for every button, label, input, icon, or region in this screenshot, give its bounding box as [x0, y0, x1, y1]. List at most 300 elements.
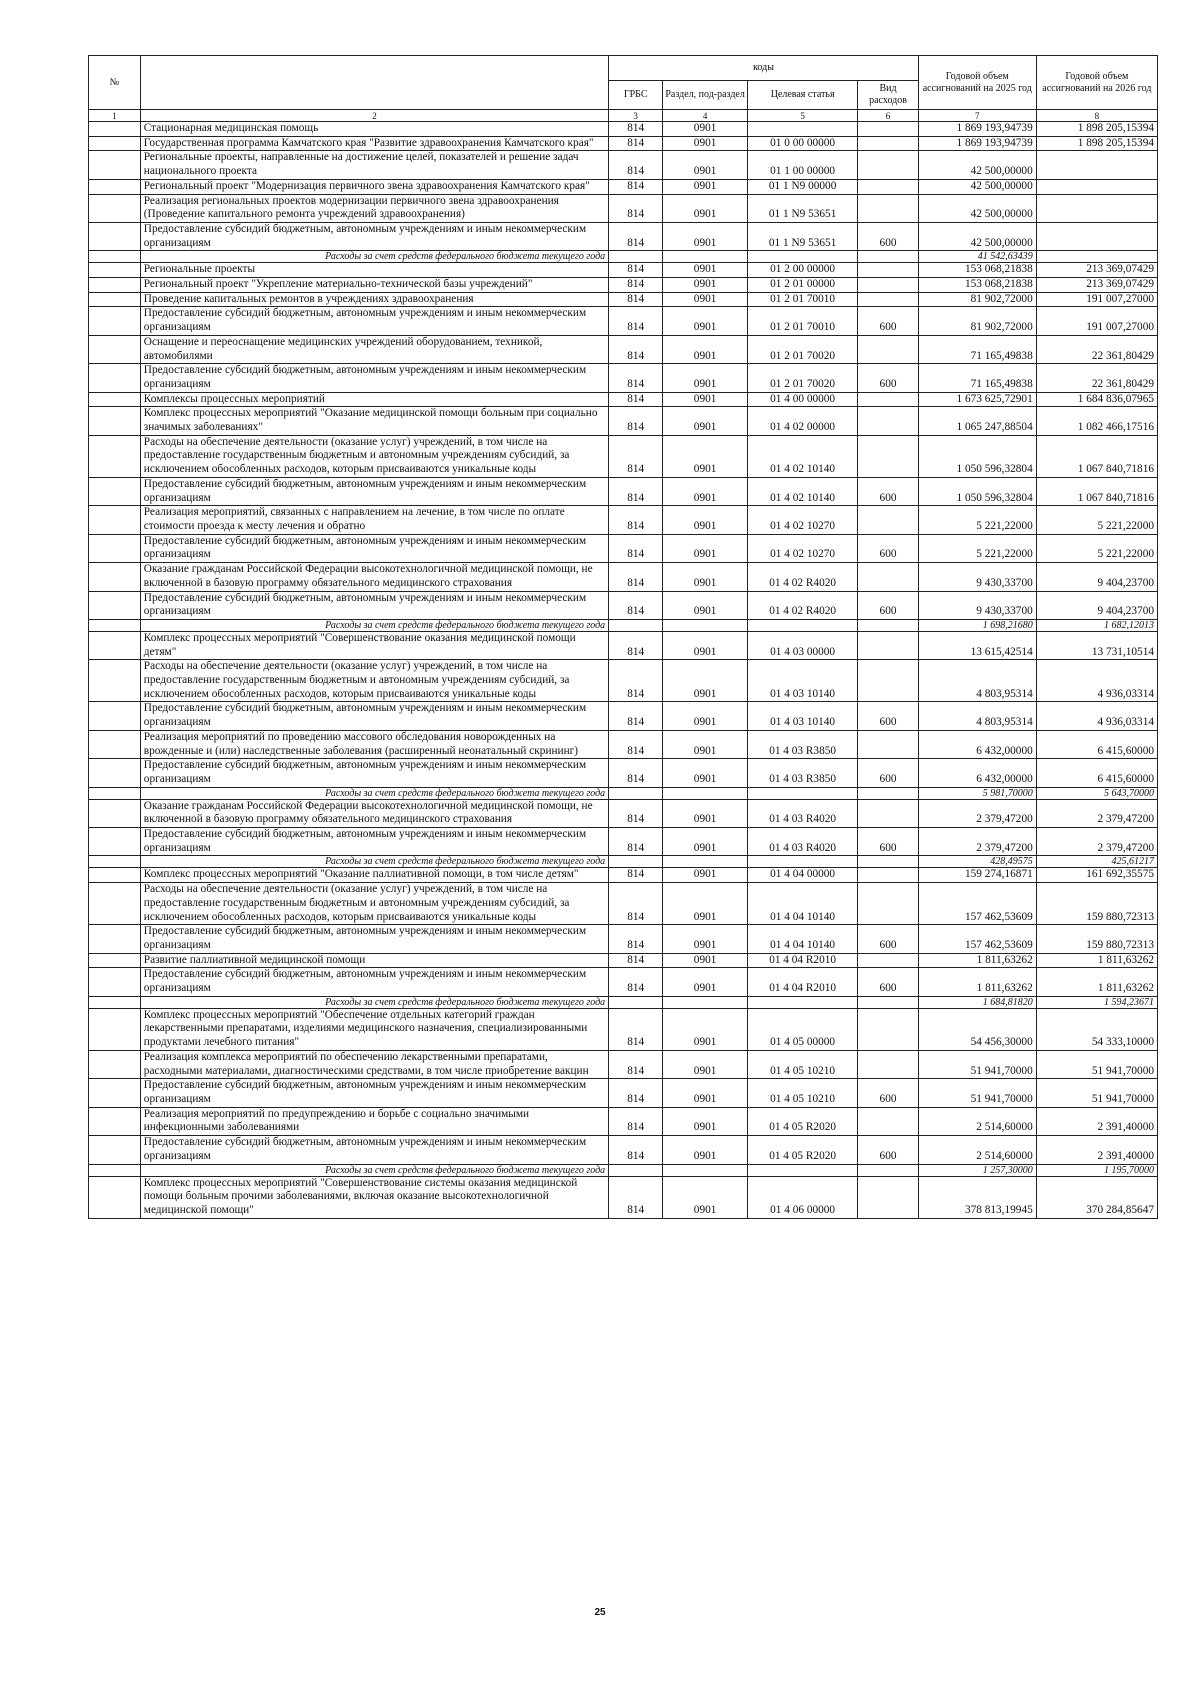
row-name: Комплекс процессных мероприятий "Обеспечение отдельных категорий граждан лекарственными препаратами, изделиями медицинского назначения, специализированными продуктами лечебного питания" [140, 1008, 608, 1050]
row-target: 01 1 N9 53651 [748, 222, 858, 250]
row-name: Региональные проекты [140, 263, 608, 278]
row-volume-2026 [1036, 194, 1157, 222]
row-section: 0901 [663, 136, 748, 151]
row-section: 0901 [663, 151, 748, 179]
table-row [89, 1079, 1158, 1107]
row-section: 0901 [663, 631, 748, 659]
row-number-cell [89, 1079, 141, 1107]
row-volume-2025: 4 803,95314 [918, 660, 1036, 702]
row-name: Предоставление субсидий бюджетным, автономным учреждениям и иным некоммерческим организациям [140, 968, 608, 996]
table-row [89, 263, 1158, 278]
row-target [748, 251, 858, 263]
row-name: Предоставление субсидий бюджетным, автономным учреждениям и иным некоммерческим организациям [140, 702, 608, 730]
row-expense-type [858, 151, 919, 179]
row-name: Реализация мероприятий, связанных с направлением на лечение, в том числе по оплате стоимости проезда к месту лечения и обратно [140, 506, 608, 534]
row-expense-type [858, 251, 919, 263]
row-name: Комплекс процессных мероприятий "Оказание медицинской помощи больным при социально значимых заболеваниях" [140, 407, 608, 435]
row-name: Оказание гражданам Российской Федерации высокотехнологичной медицинской помощи, не включенной в базовую программу обязательного медицинского страхования [140, 563, 608, 591]
table-row [89, 407, 1158, 435]
table-row [89, 278, 1158, 293]
row-volume-2025: 5 981,70000 [918, 787, 1036, 799]
header-codes: коды [609, 56, 919, 81]
row-number-cell [89, 251, 141, 263]
row-volume-2026: 5 221,22000 [1036, 534, 1157, 562]
row-section: 0901 [663, 435, 748, 477]
row-volume-2025: 71 165,49838 [918, 364, 1036, 392]
table-row [89, 194, 1158, 222]
row-number-cell [89, 136, 141, 151]
row-expense-type [858, 953, 919, 968]
row-target: 01 2 01 70020 [748, 335, 858, 363]
table-row [89, 435, 1158, 477]
row-grbs: 814 [609, 477, 663, 505]
table-row [89, 925, 1158, 953]
row-grbs: 814 [609, 953, 663, 968]
table-row [89, 1008, 1158, 1050]
row-volume-2026: 1 898 205,15394 [1036, 136, 1157, 151]
row-volume-2025: 81 902,72000 [918, 292, 1036, 307]
row-name: Предоставление субсидий бюджетным, автономным учреждениям и иным некоммерческим организациям [140, 925, 608, 953]
row-volume-2026: 1 898 205,15394 [1036, 122, 1157, 137]
row-volume-2026: 159 880,72313 [1036, 925, 1157, 953]
col-number: 5 [748, 110, 858, 122]
row-name: Расходы за счет средств федерального бюджета текущего года [140, 787, 608, 799]
row-expense-type [858, 1164, 919, 1176]
row-name: Комплексы процессных мероприятий [140, 392, 608, 407]
row-name: Реализация мероприятий по проведению массового обследования новорожденных на врожденные и (или) наследственные заболевания (расширенный неонатальный скрининг) [140, 730, 608, 758]
row-grbs: 814 [609, 1008, 663, 1050]
table-row [89, 799, 1158, 827]
row-expense-type [858, 660, 919, 702]
row-expense-type [858, 278, 919, 293]
row-name: Региональные проекты, направленные на достижение целей, показателей и решение задач национального проекта [140, 151, 608, 179]
header-volume-2025: Годовой объем ассигнований на 2025 год [918, 56, 1036, 110]
row-grbs: 814 [609, 506, 663, 534]
row-number-cell [89, 307, 141, 335]
table-header [89, 56, 1158, 122]
row-name: Предоставление субсидий бюджетным, автономным учреждениям и иным некоммерческим организациям [140, 1136, 608, 1164]
row-name: Оснащение и переоснащение медицинских учреждений оборудованием, техникой, автомобилями [140, 335, 608, 363]
row-grbs [609, 1164, 663, 1176]
row-target: 01 4 03 00000 [748, 631, 858, 659]
row-section: 0901 [663, 477, 748, 505]
row-number-cell [89, 868, 141, 883]
row-volume-2025: 2 379,47200 [918, 799, 1036, 827]
row-name: Предоставление субсидий бюджетным, автономным учреждениям и иным некоммерческим организациям [140, 477, 608, 505]
row-name: Государственная программа Камчатского края "Развитие здравоохранения Камчатского края" [140, 136, 608, 151]
row-section: 0901 [663, 868, 748, 883]
row-grbs: 814 [609, 759, 663, 787]
row-target [748, 1164, 858, 1176]
row-expense-type [858, 506, 919, 534]
col-number: 8 [1036, 110, 1157, 122]
row-target: 01 2 01 70010 [748, 307, 858, 335]
row-grbs: 814 [609, 591, 663, 619]
row-target: 01 4 04 R2010 [748, 953, 858, 968]
row-section: 0901 [663, 1107, 748, 1135]
row-expense-type [858, 263, 919, 278]
row-section: 0901 [663, 968, 748, 996]
row-volume-2025: 42 500,00000 [918, 151, 1036, 179]
row-expense-type [858, 856, 919, 868]
row-target: 01 1 00 00000 [748, 151, 858, 179]
row-volume-2026: 191 007,27000 [1036, 307, 1157, 335]
row-volume-2025: 5 221,22000 [918, 534, 1036, 562]
row-expense-type [858, 179, 919, 194]
table-row [89, 828, 1158, 856]
row-volume-2025: 4 803,95314 [918, 702, 1036, 730]
row-section: 0901 [663, 702, 748, 730]
table-row [89, 660, 1158, 702]
row-volume-2026: 22 361,80429 [1036, 335, 1157, 363]
row-volume-2025: 51 941,70000 [918, 1050, 1036, 1078]
row-expense-type [858, 392, 919, 407]
row-volume-2025: 5 221,22000 [918, 506, 1036, 534]
row-expense-type: 600 [858, 759, 919, 787]
row-volume-2025: 1 050 596,32804 [918, 477, 1036, 505]
row-grbs: 814 [609, 307, 663, 335]
row-volume-2025: 41 542,63439 [918, 251, 1036, 263]
row-section: 0901 [663, 263, 748, 278]
row-number-cell [89, 263, 141, 278]
row-number-cell [89, 759, 141, 787]
row-section [663, 856, 748, 868]
col-number: 2 [140, 110, 608, 122]
row-volume-2026: 213 369,07429 [1036, 278, 1157, 293]
row-grbs: 814 [609, 392, 663, 407]
row-section: 0901 [663, 407, 748, 435]
table-row [89, 1107, 1158, 1135]
row-target: 01 4 03 R3850 [748, 730, 858, 758]
row-volume-2025: 153 068,21838 [918, 263, 1036, 278]
row-volume-2026: 159 880,72313 [1036, 883, 1157, 925]
row-target [748, 856, 858, 868]
row-number-cell [89, 631, 141, 659]
row-section: 0901 [663, 1008, 748, 1050]
row-number-cell [89, 996, 141, 1008]
row-expense-type [858, 292, 919, 307]
row-name: Предоставление субсидий бюджетным, автономным учреждениям и иным некоммерческим организациям [140, 222, 608, 250]
row-volume-2025: 71 165,49838 [918, 335, 1036, 363]
table-row [89, 563, 1158, 591]
row-volume-2025: 159 274,16871 [918, 868, 1036, 883]
header-expense-type: Вид расходов [858, 81, 919, 110]
row-grbs: 814 [609, 136, 663, 151]
row-expense-type: 600 [858, 1079, 919, 1107]
row-section: 0901 [663, 335, 748, 363]
row-section: 0901 [663, 534, 748, 562]
federal-budget-row [89, 251, 1158, 263]
row-target: 01 4 03 10140 [748, 702, 858, 730]
row-volume-2025: 153 068,21838 [918, 278, 1036, 293]
row-volume-2026: 425,61217 [1036, 856, 1157, 868]
row-section: 0901 [663, 883, 748, 925]
row-grbs: 814 [609, 335, 663, 363]
row-name: Расходы на обеспечение деятельности (оказание услуг) учреждений, в том числе на предоставление государственным бюджетным и автономным учреждениям субсидий, за исключением обособленных расходов, которым присваиваются уникальные коды [140, 660, 608, 702]
table-row [89, 953, 1158, 968]
row-grbs [609, 996, 663, 1008]
row-expense-type [858, 996, 919, 1008]
row-number-cell [89, 563, 141, 591]
row-volume-2025: 54 456,30000 [918, 1008, 1036, 1050]
row-grbs: 814 [609, 1079, 663, 1107]
row-number-cell [89, 799, 141, 827]
row-target: 01 4 04 R2010 [748, 968, 858, 996]
row-number-cell [89, 660, 141, 702]
row-grbs: 814 [609, 122, 663, 137]
row-name: Региональный проект "Модернизация первичного звена здравоохранения Камчатского края" [140, 179, 608, 194]
row-number-cell [89, 477, 141, 505]
row-name: Предоставление субсидий бюджетным, автономным учреждениям и иным некоммерческим организациям [140, 307, 608, 335]
row-target [748, 122, 858, 137]
row-name: Реализация комплекса мероприятий по обеспечению лекарственными препаратами, расходными материалами, диагностическими средствами, в том числе приобретение вакцин [140, 1050, 608, 1078]
row-number-cell [89, 1136, 141, 1164]
row-grbs: 814 [609, 828, 663, 856]
row-volume-2026: 370 284,85647 [1036, 1176, 1157, 1218]
row-grbs: 814 [609, 534, 663, 562]
row-volume-2025: 42 500,00000 [918, 222, 1036, 250]
row-expense-type [858, 335, 919, 363]
row-volume-2025: 1 698,21680 [918, 619, 1036, 631]
row-name: Оказание гражданам Российской Федерации высокотехнологичной медицинской помощи, не включенной в базовую программу обязательного медицинского страхования [140, 799, 608, 827]
row-expense-type [858, 1176, 919, 1218]
row-volume-2026: 2 379,47200 [1036, 799, 1157, 827]
row-expense-type: 600 [858, 1136, 919, 1164]
row-volume-2026: 1 195,70000 [1036, 1164, 1157, 1176]
row-number-cell [89, 1050, 141, 1078]
row-name: Предоставление субсидий бюджетным, автономным учреждениям и иным некоммерческим организациям [140, 1079, 608, 1107]
row-name: Предоставление субсидий бюджетным, автономным учреждениям и иным некоммерческим организациям [140, 534, 608, 562]
row-section: 0901 [663, 953, 748, 968]
row-name: Расходы за счет средств федерального бюджета текущего года [140, 996, 608, 1008]
row-target: 01 4 06 00000 [748, 1176, 858, 1218]
col-number: 4 [663, 110, 748, 122]
row-volume-2026: 1 684 836,07965 [1036, 392, 1157, 407]
row-section: 0901 [663, 925, 748, 953]
row-section [663, 251, 748, 263]
header-no: № [89, 56, 141, 110]
row-volume-2025: 157 462,53609 [918, 883, 1036, 925]
row-expense-type [858, 619, 919, 631]
row-target: 01 2 01 00000 [748, 278, 858, 293]
row-number-cell [89, 392, 141, 407]
row-target: 01 4 00 00000 [748, 392, 858, 407]
row-grbs: 814 [609, 364, 663, 392]
row-volume-2025: 428,49575 [918, 856, 1036, 868]
row-number-cell [89, 591, 141, 619]
row-target: 01 1 N9 53651 [748, 194, 858, 222]
row-number-cell [89, 787, 141, 799]
row-target: 01 4 04 00000 [748, 868, 858, 883]
row-volume-2026: 9 404,23700 [1036, 563, 1157, 591]
table-row [89, 179, 1158, 194]
row-volume-2025: 9 430,33700 [918, 563, 1036, 591]
row-number-cell [89, 179, 141, 194]
row-volume-2026: 51 941,70000 [1036, 1050, 1157, 1078]
row-volume-2026: 1 067 840,71816 [1036, 435, 1157, 477]
row-name: Расходы за счет средств федерального бюджета текущего года [140, 619, 608, 631]
row-number-cell [89, 1008, 141, 1050]
table-row [89, 477, 1158, 505]
row-target [748, 619, 858, 631]
row-number-cell [89, 702, 141, 730]
row-target: 01 4 03 R3850 [748, 759, 858, 787]
header-section: Раздел, под-раздел [663, 81, 748, 110]
col-number: 6 [858, 110, 919, 122]
row-section: 0901 [663, 307, 748, 335]
row-number-cell [89, 122, 141, 137]
row-expense-type [858, 136, 919, 151]
table-row [89, 968, 1158, 996]
row-target: 01 0 00 00000 [748, 136, 858, 151]
row-volume-2026: 2 391,40000 [1036, 1107, 1157, 1135]
row-name: Реализация региональных проектов модернизации первичного звена здравоохранения (Проведение капитального ремонта учреждений здравоохранения) [140, 194, 608, 222]
row-volume-2026: 5 221,22000 [1036, 506, 1157, 534]
row-volume-2025: 6 432,00000 [918, 759, 1036, 787]
row-volume-2025: 42 500,00000 [918, 179, 1036, 194]
header-volume-2026: Годовой объем ассигнований на 2026 год [1036, 56, 1157, 110]
row-volume-2026: 191 007,27000 [1036, 292, 1157, 307]
row-number-cell [89, 730, 141, 758]
row-section: 0901 [663, 392, 748, 407]
table-row [89, 591, 1158, 619]
table-row [89, 868, 1158, 883]
row-grbs: 814 [609, 151, 663, 179]
row-target [748, 996, 858, 1008]
row-number-cell [89, 828, 141, 856]
row-expense-type [858, 122, 919, 137]
row-volume-2025: 1 257,30000 [918, 1164, 1036, 1176]
row-expense-type: 600 [858, 828, 919, 856]
row-target: 01 4 02 10140 [748, 435, 858, 477]
row-name: Проведение капитальных ремонтов в учреждениях здравоохранения [140, 292, 608, 307]
row-grbs: 814 [609, 968, 663, 996]
row-volume-2025: 2 379,47200 [918, 828, 1036, 856]
table-row [89, 883, 1158, 925]
row-name: Предоставление субсидий бюджетным, автономным учреждениям и иным некоммерческим организациям [140, 364, 608, 392]
table-row [89, 151, 1158, 179]
table-row [89, 1050, 1158, 1078]
row-number-cell [89, 1164, 141, 1176]
row-grbs [609, 619, 663, 631]
row-grbs [609, 787, 663, 799]
row-number-cell [89, 1176, 141, 1218]
table-row [89, 730, 1158, 758]
row-target: 01 4 05 00000 [748, 1008, 858, 1050]
row-expense-type: 600 [858, 364, 919, 392]
row-volume-2026: 51 941,70000 [1036, 1079, 1157, 1107]
row-volume-2026: 2 379,47200 [1036, 828, 1157, 856]
table-row [89, 307, 1158, 335]
row-grbs: 814 [609, 868, 663, 883]
row-volume-2025: 2 514,60000 [918, 1107, 1036, 1135]
row-grbs: 814 [609, 1136, 663, 1164]
row-target: 01 4 04 10140 [748, 883, 858, 925]
row-expense-type [858, 563, 919, 591]
budget-table [88, 55, 1158, 1219]
row-number-cell [89, 968, 141, 996]
row-grbs: 814 [609, 631, 663, 659]
table-row [89, 122, 1158, 137]
row-grbs: 814 [609, 1050, 663, 1078]
row-target: 01 4 05 10210 [748, 1050, 858, 1078]
row-target: 01 4 03 R4020 [748, 799, 858, 827]
row-expense-type: 600 [858, 702, 919, 730]
row-section: 0901 [663, 292, 748, 307]
row-volume-2026: 1 594,23671 [1036, 996, 1157, 1008]
row-expense-type: 600 [858, 968, 919, 996]
federal-budget-row [89, 619, 1158, 631]
row-expense-type [858, 787, 919, 799]
row-name: Расходы за счет средств федерального бюджета текущего года [140, 856, 608, 868]
row-target: 01 4 02 10140 [748, 477, 858, 505]
row-section: 0901 [663, 222, 748, 250]
row-volume-2026: 1 067 840,71816 [1036, 477, 1157, 505]
row-section: 0901 [663, 364, 748, 392]
row-volume-2025: 378 813,19945 [918, 1176, 1036, 1218]
row-target: 01 4 02 R4020 [748, 563, 858, 591]
table-row [89, 534, 1158, 562]
row-volume-2025: 1 811,63262 [918, 968, 1036, 996]
row-volume-2026: 161 692,35575 [1036, 868, 1157, 883]
row-expense-type [858, 883, 919, 925]
row-target: 01 4 05 R2020 [748, 1107, 858, 1135]
row-expense-type: 600 [858, 534, 919, 562]
row-section [663, 1164, 748, 1176]
row-target: 01 2 00 00000 [748, 263, 858, 278]
row-section: 0901 [663, 122, 748, 137]
row-volume-2026: 22 361,80429 [1036, 364, 1157, 392]
row-name: Региональный проект "Укрепление материально-технической базы учреждений" [140, 278, 608, 293]
table-row [89, 364, 1158, 392]
row-expense-type: 600 [858, 222, 919, 250]
table-row [89, 1136, 1158, 1164]
row-volume-2025: 9 430,33700 [918, 591, 1036, 619]
federal-budget-row [89, 856, 1158, 868]
row-name: Реализация мероприятий по предупреждению и борьбе с социально значимыми инфекционными заболеваниями [140, 1107, 608, 1135]
row-target: 01 4 05 10210 [748, 1079, 858, 1107]
row-volume-2026 [1036, 151, 1157, 179]
row-section: 0901 [663, 1079, 748, 1107]
row-expense-type: 600 [858, 925, 919, 953]
row-volume-2026: 2 391,40000 [1036, 1136, 1157, 1164]
table-row [89, 759, 1158, 787]
row-section: 0901 [663, 278, 748, 293]
row-number-cell [89, 925, 141, 953]
row-grbs [609, 856, 663, 868]
row-target: 01 4 03 10140 [748, 660, 858, 702]
row-volume-2026: 54 333,10000 [1036, 1008, 1157, 1050]
row-expense-type [858, 1008, 919, 1050]
row-section: 0901 [663, 828, 748, 856]
federal-budget-row [89, 1164, 1158, 1176]
row-volume-2025: 1 065 247,88504 [918, 407, 1036, 435]
row-section: 0901 [663, 563, 748, 591]
row-expense-type: 600 [858, 477, 919, 505]
row-volume-2025: 1 811,63262 [918, 953, 1036, 968]
row-number-cell [89, 435, 141, 477]
row-section: 0901 [663, 660, 748, 702]
row-volume-2026: 4 936,03314 [1036, 660, 1157, 702]
row-name: Предоставление субсидий бюджетным, автономным учреждениям и иным некоммерческим организациям [140, 591, 608, 619]
row-section: 0901 [663, 179, 748, 194]
row-grbs: 814 [609, 194, 663, 222]
row-number-cell [89, 1107, 141, 1135]
row-volume-2025: 51 941,70000 [918, 1079, 1036, 1107]
row-grbs: 814 [609, 435, 663, 477]
row-expense-type: 600 [858, 591, 919, 619]
header-grbs: ГРБС [609, 81, 663, 110]
